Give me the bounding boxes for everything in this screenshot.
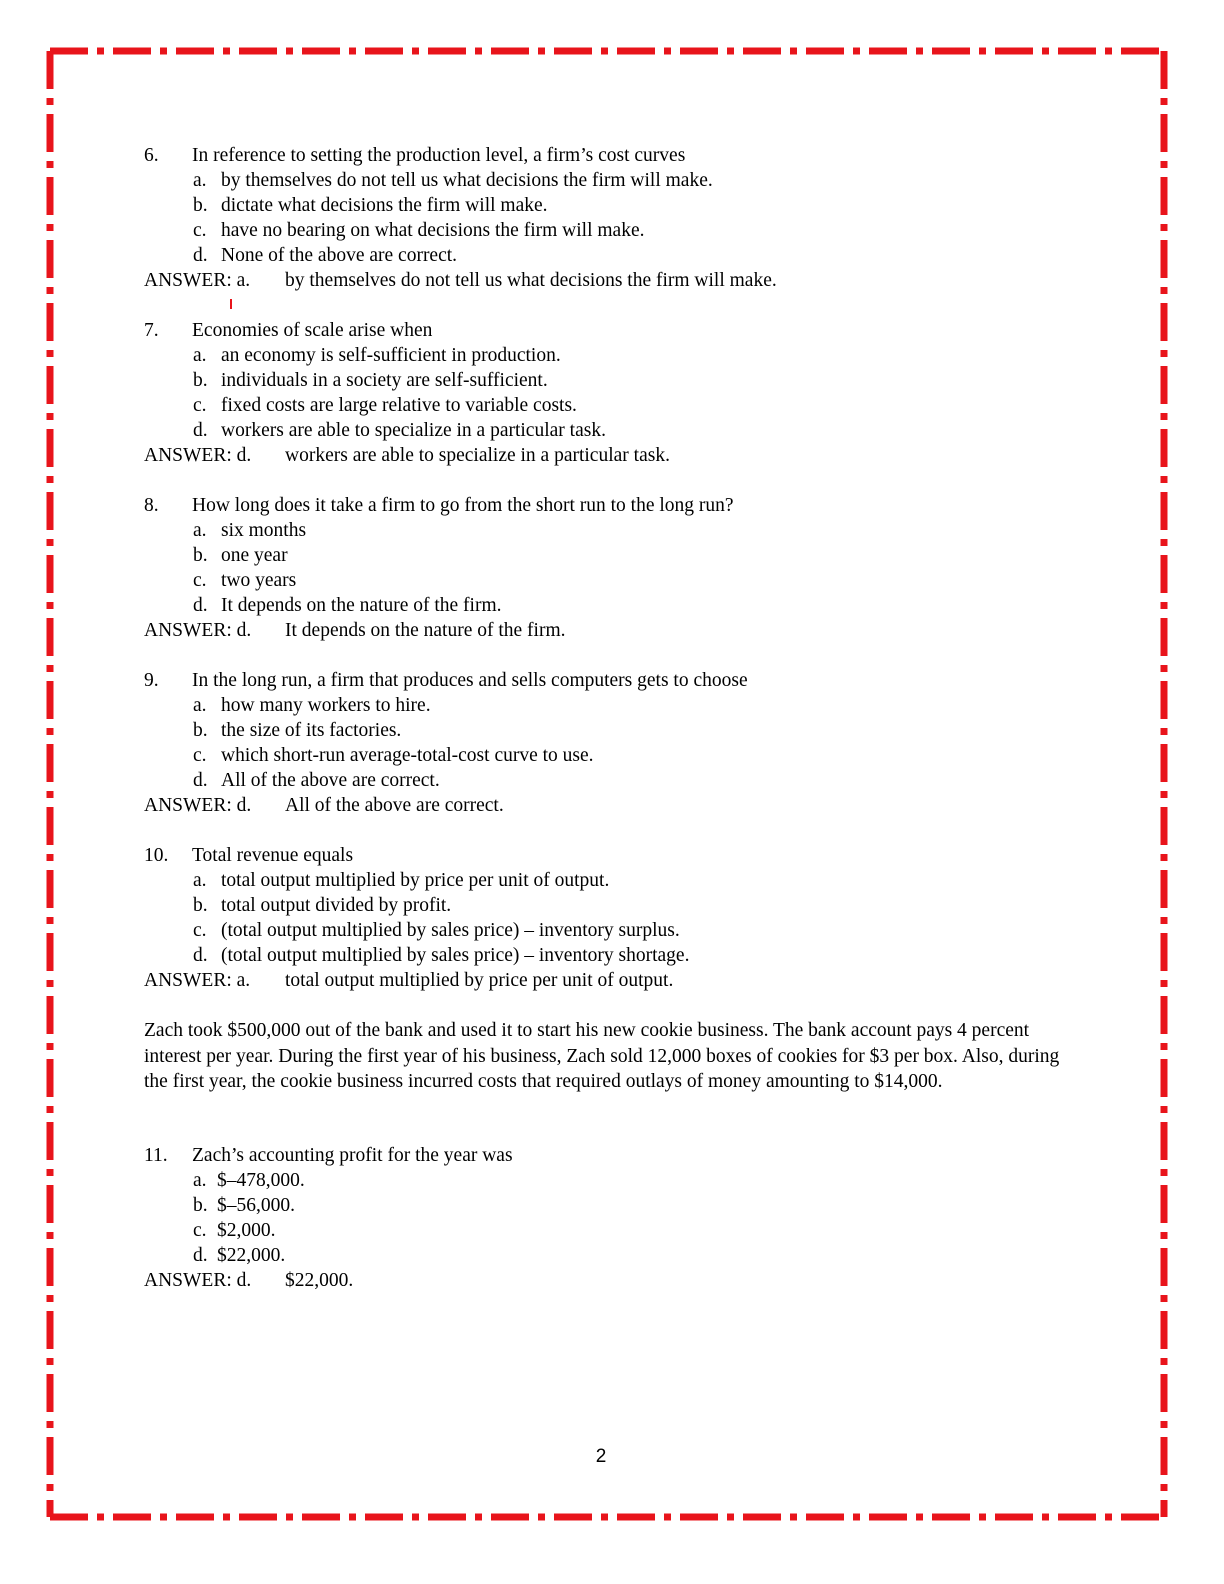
option-d: d. $22,000.	[193, 1245, 286, 1266]
question-7-stem-line	[144, 318, 1104, 343]
option-b: b. $–56,000.	[193, 1195, 295, 1216]
option-c: c. which short-run average-total-cost curve to use.	[193, 745, 594, 766]
question-number: 9.	[144, 670, 159, 691]
question-9	[144, 668, 1104, 818]
answer-label: ANSWER: d.	[144, 1270, 252, 1291]
option-b: b. individuals in a society are self-sufficient.	[193, 370, 548, 391]
question-11	[144, 1143, 1104, 1293]
answer-text: total output multiplied by price per unit of output.	[285, 970, 674, 991]
answer-text: It depends on the nature of the firm.	[285, 620, 566, 641]
answer-label: ANSWER: d.	[144, 445, 252, 466]
question-stem: In the long run, a firm that produces and sells computers gets to choose	[192, 670, 748, 691]
question-number: 8.	[144, 495, 159, 516]
question-stem: How long does it take a firm to go from the short run to the long run?	[192, 495, 734, 516]
question-8-stem-line	[144, 493, 1104, 518]
answer-label: ANSWER: d.	[144, 795, 252, 816]
question-stem: Total revenue equals	[192, 845, 354, 866]
option-d: d. All of the above are correct.	[193, 770, 440, 791]
question-number: 7.	[144, 320, 159, 341]
answer-line	[144, 793, 1104, 818]
answer-line	[144, 618, 1104, 643]
option-b: b. the size of its factories.	[193, 720, 402, 741]
answer-label: ANSWER: d.	[144, 620, 252, 641]
answer-label: ANSWER: a.	[144, 970, 251, 991]
option-d: d. (total output multiplied by sales price) – inventory shortage.	[193, 945, 690, 966]
answer-line	[144, 443, 1104, 468]
option-c: c. $2,000.	[193, 1220, 276, 1241]
option-a: a. by themselves do not tell us what decisions the firm will make.	[193, 170, 713, 191]
scenario-passage: Zach took $500,000 out of the bank and used it to start his new cookie business. The bank account pays 4 percent interest per year. During the first year of his business, Zach sold 12,000 boxes of cookies for $3 per box. Also, during the first year, the cookie business incurred costs that required outlays of money amounting to $14,000.	[144, 1020, 1060, 1092]
option-c: c. have no bearing on what decisions the firm will make.	[193, 220, 645, 241]
answer-text: All of the above are correct.	[285, 795, 504, 816]
answer-text: by themselves do not tell us what decisions the firm will make.	[285, 270, 777, 291]
option-c: c. (total output multiplied by sales price) – inventory surplus.	[193, 920, 680, 941]
option-b: b. one year	[193, 545, 288, 566]
question-number: 6.	[144, 145, 159, 166]
option-a: a. an economy is self-sufficient in production.	[193, 345, 561, 366]
question-stem: Zach’s accounting profit for the year was	[192, 1145, 513, 1166]
answer-line	[144, 968, 1104, 993]
option-a: a. how many workers to hire.	[193, 695, 431, 716]
question-7	[144, 318, 1104, 468]
option-b: b. total output divided by profit.	[193, 895, 452, 916]
question-stem: Economies of scale arise when	[192, 320, 433, 341]
option-b: b. dictate what decisions the firm will make.	[193, 195, 548, 216]
option-a: a. six months	[193, 520, 307, 541]
question-11-stem-line	[144, 1143, 1104, 1168]
answer-line	[144, 268, 1104, 293]
option-a: a. total output multiplied by price per unit of output.	[193, 870, 610, 891]
page-number: 2	[595, 1446, 607, 1467]
question-6-stem-line	[144, 143, 1104, 168]
answer-text: $22,000.	[285, 1270, 354, 1291]
question-10-stem-line	[144, 843, 1104, 868]
answer-label: ANSWER: a.	[144, 270, 251, 291]
question-number: 10.	[144, 845, 169, 866]
question-number: 11.	[144, 1145, 168, 1166]
option-c: c. fixed costs are large relative to variable costs.	[193, 395, 577, 416]
option-d: d. workers are able to specialize in a particular task.	[193, 420, 606, 441]
question-8	[144, 493, 1104, 643]
answer-text: workers are able to specialize in a particular task.	[285, 445, 670, 466]
question-9-stem-line	[144, 668, 1104, 693]
option-d: d. None of the above are correct.	[193, 245, 458, 266]
red-tick-mark	[230, 299, 232, 309]
option-d: d. It depends on the nature of the firm.	[193, 595, 502, 616]
question-6	[144, 143, 1104, 293]
option-a: a. $–478,000.	[193, 1170, 305, 1191]
answer-line	[144, 1268, 1104, 1293]
question-10	[144, 843, 1104, 993]
question-stem: In reference to setting the production level, a firm’s cost curves	[192, 145, 686, 166]
option-c: c. two years	[193, 570, 297, 591]
